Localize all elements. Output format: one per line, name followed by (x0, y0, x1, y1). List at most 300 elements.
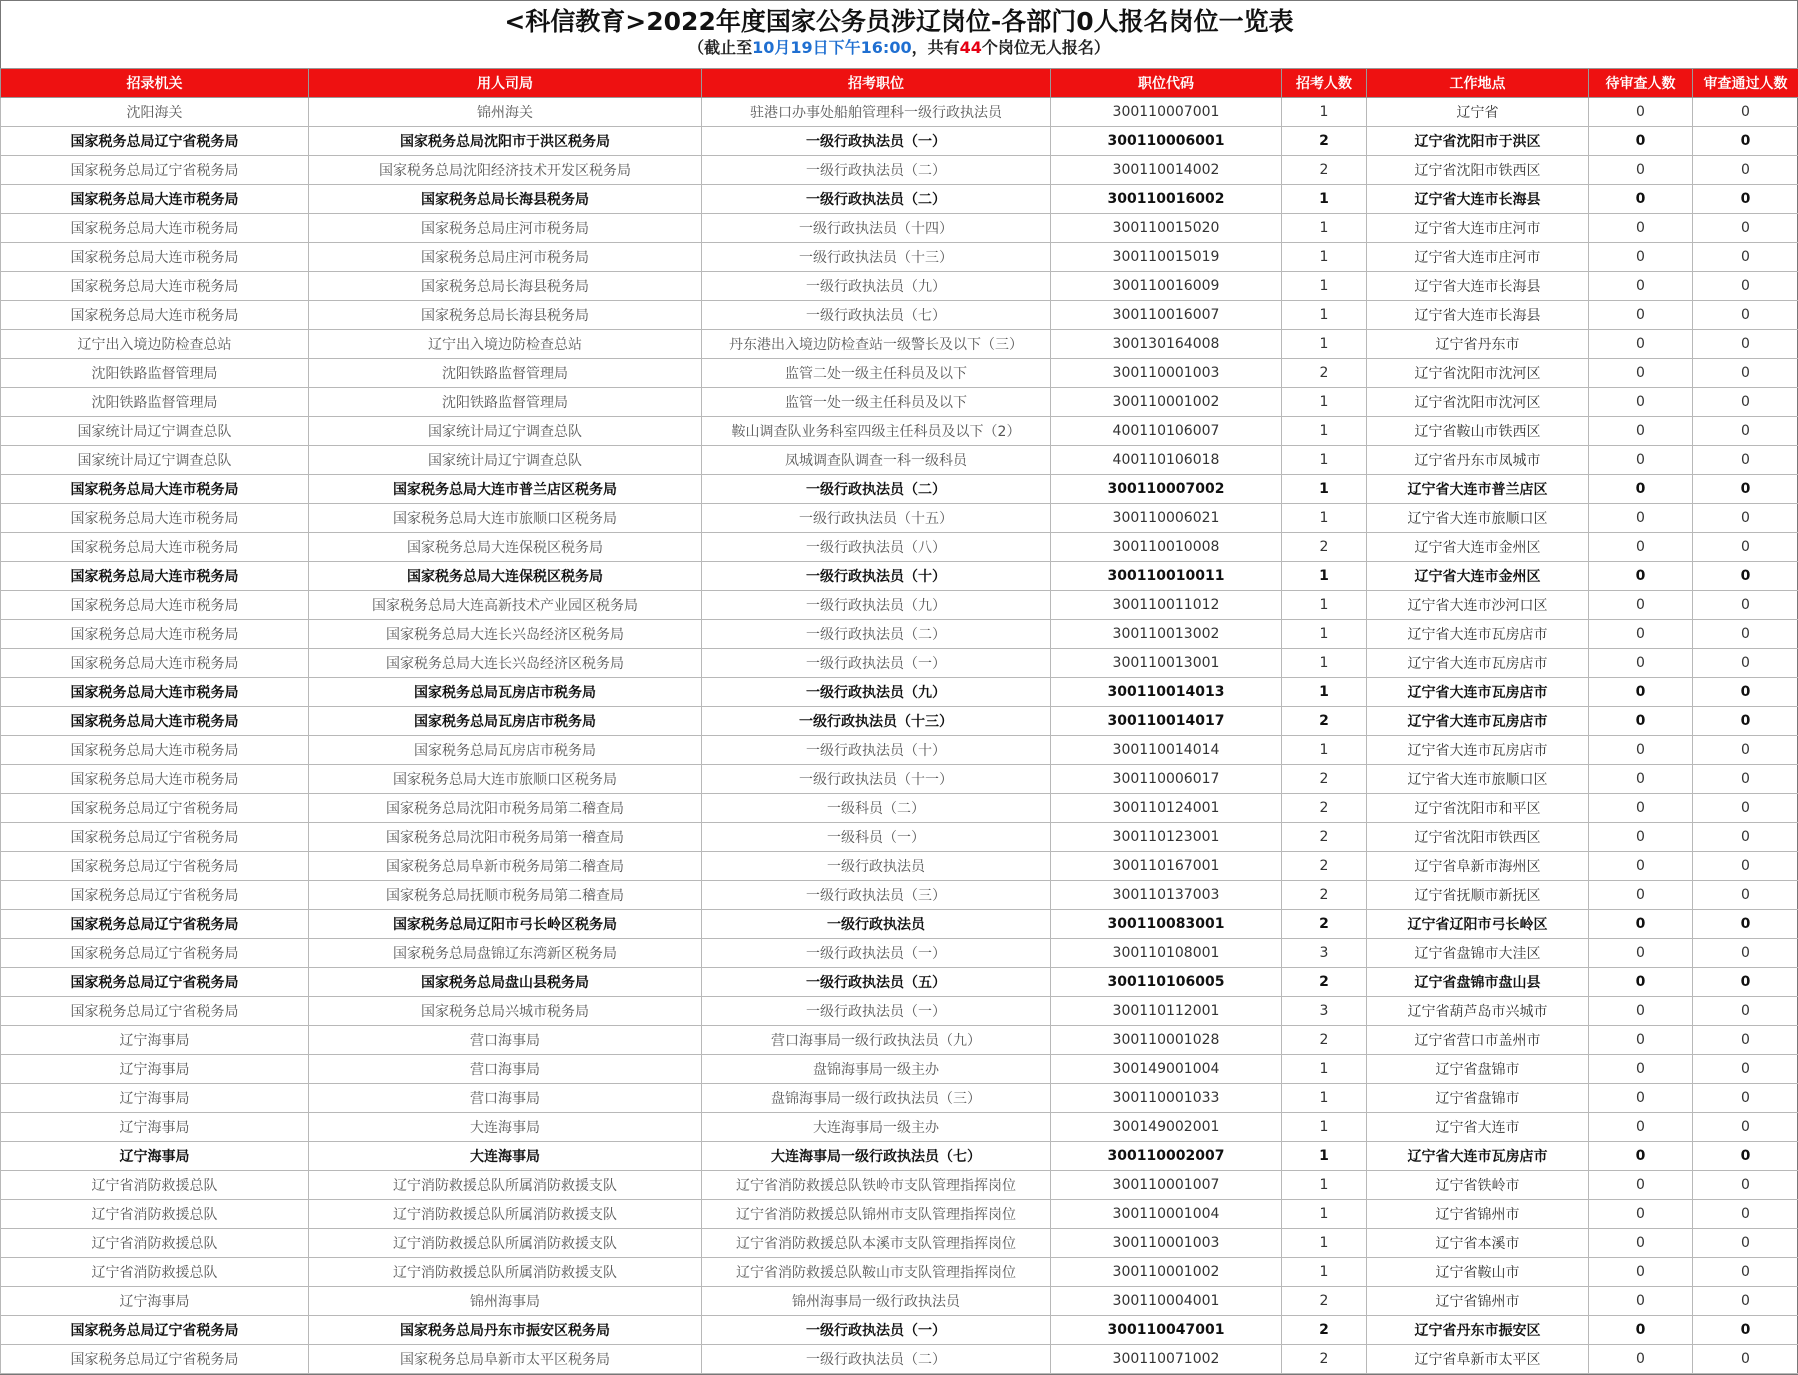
cell-recruiting-agency: 国家税务总局大连市税务局 (1, 678, 309, 707)
cell-pending-review: 0 (1589, 910, 1693, 939)
cell-position: 辽宁省消防救援总队铁岭市支队管理指挥岗位 (702, 1171, 1051, 1200)
cell-position-code: 300130164008 (1051, 330, 1282, 359)
subtitle-close: 个岗位无人报名） (981, 38, 1110, 57)
cell-location: 辽宁省阜新市太平区 (1367, 1345, 1589, 1374)
table-row (1, 475, 1798, 504)
cell-position-code: 300110015020 (1051, 214, 1282, 243)
cell-pending-review: 0 (1589, 127, 1693, 156)
cell-approved: 0 (1693, 388, 1798, 417)
cell-approved: 0 (1693, 620, 1798, 649)
table-row (1, 1084, 1798, 1113)
cell-headcount: 2 (1282, 852, 1367, 881)
cell-position-code: 300110006021 (1051, 504, 1282, 533)
table-row (1, 910, 1798, 939)
table-row (1, 1200, 1798, 1229)
cell-pending-review: 0 (1589, 98, 1693, 127)
table-row (1, 1258, 1798, 1287)
cell-recruiting-agency: 国家税务总局大连市税务局 (1, 185, 309, 214)
cell-approved: 0 (1693, 678, 1798, 707)
cell-pending-review: 0 (1589, 1258, 1693, 1287)
cell-hiring-bureau: 国家税务总局长海县税务局 (309, 185, 702, 214)
cell-headcount: 1 (1282, 649, 1367, 678)
cell-approved: 0 (1693, 446, 1798, 475)
cell-recruiting-agency: 辽宁海事局 (1, 1113, 309, 1142)
table-row (1, 417, 1798, 446)
cell-location: 辽宁省沈阳市和平区 (1367, 794, 1589, 823)
cell-pending-review: 0 (1589, 359, 1693, 388)
cell-headcount: 1 (1282, 1200, 1367, 1229)
cell-location: 辽宁省大连市旅顺口区 (1367, 765, 1589, 794)
cell-pending-review: 0 (1589, 330, 1693, 359)
cell-hiring-bureau: 辽宁消防救援总队所属消防救援支队 (309, 1229, 702, 1258)
cell-position-code: 300110010011 (1051, 562, 1282, 591)
cell-position-code: 300110001028 (1051, 1026, 1282, 1055)
cell-hiring-bureau: 辽宁消防救援总队所属消防救援支队 (309, 1258, 702, 1287)
cell-pending-review: 0 (1589, 533, 1693, 562)
cell-pending-review: 0 (1589, 765, 1693, 794)
table-row (1, 301, 1798, 330)
table-row (1, 98, 1798, 127)
cell-headcount: 1 (1282, 1258, 1367, 1287)
cell-location: 辽宁省大连市普兰店区 (1367, 475, 1589, 504)
cell-headcount: 3 (1282, 939, 1367, 968)
table-row (1, 127, 1798, 156)
cell-position: 一级科员（一） (702, 823, 1051, 852)
subtitle-date: 10月19日下午16:00 (752, 38, 912, 57)
cell-hiring-bureau: 国家税务总局庄河市税务局 (309, 214, 702, 243)
cell-recruiting-agency: 国家税务总局辽宁省税务局 (1, 1316, 309, 1345)
cell-recruiting-agency: 国家税务总局辽宁省税务局 (1, 1345, 309, 1374)
table-row (1, 823, 1798, 852)
table-row (1, 388, 1798, 417)
cell-position-code: 300110108001 (1051, 939, 1282, 968)
cell-position: 大连海事局一级行政执法员（七） (702, 1142, 1051, 1171)
cell-headcount: 1 (1282, 272, 1367, 301)
cell-position: 一级行政执法员（一） (702, 127, 1051, 156)
cell-location: 辽宁省大连市瓦房店市 (1367, 649, 1589, 678)
cell-hiring-bureau: 国家税务总局大连市普兰店区税务局 (309, 475, 702, 504)
table-row (1, 214, 1798, 243)
cell-position: 锦州海事局一级行政执法员 (702, 1287, 1051, 1316)
cell-location: 辽宁省大连市旅顺口区 (1367, 504, 1589, 533)
cell-position-code: 300110014014 (1051, 736, 1282, 765)
cell-position: 盘锦海事局一级主办 (702, 1055, 1051, 1084)
cell-hiring-bureau: 国家税务总局沈阳市税务局第一稽查局 (309, 823, 702, 852)
cell-headcount: 1 (1282, 678, 1367, 707)
cell-position: 一级行政执法员（九） (702, 678, 1051, 707)
col-header-headcount: 招考人数 (1282, 69, 1367, 98)
cell-location: 辽宁省营口市盖州市 (1367, 1026, 1589, 1055)
cell-recruiting-agency: 沈阳铁路监督管理局 (1, 359, 309, 388)
table-row (1, 243, 1798, 272)
cell-location: 辽宁省沈阳市铁西区 (1367, 823, 1589, 852)
cell-approved: 0 (1693, 1316, 1798, 1345)
cell-pending-review: 0 (1589, 1142, 1693, 1171)
cell-approved: 0 (1693, 765, 1798, 794)
cell-recruiting-agency: 辽宁省消防救援总队 (1, 1171, 309, 1200)
cell-location: 辽宁省锦州市 (1367, 1287, 1589, 1316)
cell-approved: 0 (1693, 736, 1798, 765)
table-row (1, 1142, 1798, 1171)
cell-position: 一级行政执法员（十一） (702, 765, 1051, 794)
cell-position-code: 300110001007 (1051, 1171, 1282, 1200)
cell-hiring-bureau: 营口海事局 (309, 1055, 702, 1084)
cell-approved: 0 (1693, 1258, 1798, 1287)
cell-location: 辽宁省鞍山市 (1367, 1258, 1589, 1287)
cell-headcount: 2 (1282, 968, 1367, 997)
cell-pending-review: 0 (1589, 388, 1693, 417)
cell-headcount: 1 (1282, 736, 1367, 765)
cell-location: 辽宁省大连市瓦房店市 (1367, 707, 1589, 736)
cell-position-code: 400110106018 (1051, 446, 1282, 475)
cell-recruiting-agency: 国家税务总局大连市税务局 (1, 562, 309, 591)
cell-hiring-bureau: 国家统计局辽宁调查总队 (309, 417, 702, 446)
cell-location: 辽宁省大连市瓦房店市 (1367, 736, 1589, 765)
cell-position: 一级行政执法员（三） (702, 881, 1051, 910)
cell-position-code: 300110001004 (1051, 1200, 1282, 1229)
cell-position: 一级行政执法员（五） (702, 968, 1051, 997)
cell-location: 辽宁省大连市 (1367, 1113, 1589, 1142)
page-subtitle (1, 37, 1797, 59)
cell-position-code: 300110123001 (1051, 823, 1282, 852)
cell-pending-review: 0 (1589, 1316, 1693, 1345)
cell-headcount: 1 (1282, 562, 1367, 591)
page-title (1, 1, 1797, 37)
cell-approved: 0 (1693, 997, 1798, 1026)
cell-hiring-bureau: 国家税务总局兴城市税务局 (309, 997, 702, 1026)
cell-position-code: 300110124001 (1051, 794, 1282, 823)
cell-approved: 0 (1693, 98, 1798, 127)
cell-recruiting-agency: 国家税务总局辽宁省税务局 (1, 881, 309, 910)
cell-position: 一级行政执法员 (702, 910, 1051, 939)
table-row (1, 330, 1798, 359)
table-row (1, 707, 1798, 736)
cell-headcount: 2 (1282, 794, 1367, 823)
cell-position-code: 300110002007 (1051, 1142, 1282, 1171)
cell-position: 一级行政执法员 (702, 852, 1051, 881)
cell-approved: 0 (1693, 504, 1798, 533)
cell-recruiting-agency: 辽宁海事局 (1, 1084, 309, 1113)
cell-headcount: 1 (1282, 1229, 1367, 1258)
cell-pending-review: 0 (1589, 736, 1693, 765)
cell-position-code: 300110016007 (1051, 301, 1282, 330)
cell-pending-review: 0 (1589, 272, 1693, 301)
cell-pending-review: 0 (1589, 301, 1693, 330)
cell-hiring-bureau: 辽宁消防救援总队所属消防救援支队 (309, 1171, 702, 1200)
cell-position-code: 300110016002 (1051, 185, 1282, 214)
cell-hiring-bureau: 国家税务总局沈阳市税务局第二稽查局 (309, 794, 702, 823)
cell-headcount: 2 (1282, 1287, 1367, 1316)
cell-location: 辽宁省丹东市 (1367, 330, 1589, 359)
cell-position: 一级行政执法员（二） (702, 185, 1051, 214)
cell-approved: 0 (1693, 1171, 1798, 1200)
table-row (1, 156, 1798, 185)
cell-recruiting-agency: 国家税务总局辽宁省税务局 (1, 939, 309, 968)
cell-position-code: 300110047001 (1051, 1316, 1282, 1345)
cell-pending-review: 0 (1589, 1084, 1693, 1113)
cell-pending-review: 0 (1589, 446, 1693, 475)
cell-position-code: 300110015019 (1051, 243, 1282, 272)
cell-headcount: 2 (1282, 156, 1367, 185)
cell-position: 一级科员（二） (702, 794, 1051, 823)
cell-location: 辽宁省大连市庄河市 (1367, 243, 1589, 272)
table-row (1, 620, 1798, 649)
cell-location: 辽宁省本溪市 (1367, 1229, 1589, 1258)
cell-position-code: 300110001002 (1051, 388, 1282, 417)
cell-approved: 0 (1693, 272, 1798, 301)
cell-pending-review: 0 (1589, 852, 1693, 881)
cell-hiring-bureau: 国家税务总局大连长兴岛经济区税务局 (309, 649, 702, 678)
cell-approved: 0 (1693, 562, 1798, 591)
col-header-approved: 审查通过人数 (1693, 69, 1798, 98)
cell-approved: 0 (1693, 794, 1798, 823)
cell-recruiting-agency: 国家税务总局辽宁省税务局 (1, 852, 309, 881)
cell-pending-review: 0 (1589, 214, 1693, 243)
cell-position-code: 300110001002 (1051, 1258, 1282, 1287)
cell-location: 辽宁省鞍山市铁西区 (1367, 417, 1589, 446)
cell-position: 大连海事局一级主办 (702, 1113, 1051, 1142)
table-row (1, 649, 1798, 678)
cell-headcount: 2 (1282, 823, 1367, 852)
cell-approved: 0 (1693, 968, 1798, 997)
cell-position-code: 300110083001 (1051, 910, 1282, 939)
table-row (1, 1055, 1798, 1084)
cell-position: 盘锦海事局一级行政执法员（三） (702, 1084, 1051, 1113)
cell-recruiting-agency: 国家税务总局大连市税务局 (1, 301, 309, 330)
cell-hiring-bureau: 大连海事局 (309, 1113, 702, 1142)
cell-recruiting-agency: 国家税务总局大连市税务局 (1, 736, 309, 765)
cell-approved: 0 (1693, 910, 1798, 939)
cell-hiring-bureau: 国家税务总局抚顺市税务局第二稽查局 (309, 881, 702, 910)
cell-recruiting-agency: 国家统计局辽宁调查总队 (1, 446, 309, 475)
cell-recruiting-agency: 国家税务总局辽宁省税务局 (1, 127, 309, 156)
cell-position: 辽宁省消防救援总队锦州市支队管理指挥岗位 (702, 1200, 1051, 1229)
cell-headcount: 1 (1282, 1142, 1367, 1171)
title-block (1, 1, 1797, 68)
positions-table (0, 68, 1798, 1374)
cell-hiring-bureau: 国家税务总局大连保税区税务局 (309, 533, 702, 562)
cell-hiring-bureau: 国家税务总局瓦房店市税务局 (309, 678, 702, 707)
cell-position: 驻港口办事处船舶管理科一级行政执法员 (702, 98, 1051, 127)
cell-position-code: 300110071002 (1051, 1345, 1282, 1374)
cell-position: 一级行政执法员（十四） (702, 214, 1051, 243)
cell-approved: 0 (1693, 1142, 1798, 1171)
cell-position-code: 300110106005 (1051, 968, 1282, 997)
cell-approved: 0 (1693, 127, 1798, 156)
cell-position: 一级行政执法员（十） (702, 736, 1051, 765)
cell-approved: 0 (1693, 1229, 1798, 1258)
cell-location: 辽宁省大连市庄河市 (1367, 214, 1589, 243)
cell-recruiting-agency: 国家税务总局大连市税务局 (1, 591, 309, 620)
cell-location: 辽宁省大连市金州区 (1367, 562, 1589, 591)
cell-headcount: 1 (1282, 620, 1367, 649)
cell-position-code: 300110014013 (1051, 678, 1282, 707)
cell-position-code: 300149001004 (1051, 1055, 1282, 1084)
cell-location: 辽宁省盘锦市 (1367, 1055, 1589, 1084)
cell-position: 一级行政执法员（二） (702, 156, 1051, 185)
cell-hiring-bureau: 国家税务总局阜新市税务局第二稽查局 (309, 852, 702, 881)
cell-position-code: 300110013001 (1051, 649, 1282, 678)
cell-approved: 0 (1693, 243, 1798, 272)
cell-hiring-bureau: 国家税务总局沈阳经济技术开发区税务局 (309, 156, 702, 185)
cell-pending-review: 0 (1589, 1113, 1693, 1142)
table-row (1, 533, 1798, 562)
cell-headcount: 1 (1282, 1171, 1367, 1200)
cell-location: 辽宁省大连市瓦房店市 (1367, 620, 1589, 649)
cell-recruiting-agency: 国家税务总局辽宁省税务局 (1, 794, 309, 823)
cell-recruiting-agency: 国家税务总局辽宁省税务局 (1, 968, 309, 997)
cell-hiring-bureau: 国家税务总局大连高新技术产业园区税务局 (309, 591, 702, 620)
cell-location: 辽宁省丹东市振安区 (1367, 1316, 1589, 1345)
cell-position: 辽宁省消防救援总队本溪市支队管理指挥岗位 (702, 1229, 1051, 1258)
table-row (1, 359, 1798, 388)
cell-approved: 0 (1693, 156, 1798, 185)
cell-hiring-bureau: 国家统计局辽宁调查总队 (309, 446, 702, 475)
cell-position-code: 400110106007 (1051, 417, 1282, 446)
cell-pending-review: 0 (1589, 156, 1693, 185)
cell-approved: 0 (1693, 1026, 1798, 1055)
cell-pending-review: 0 (1589, 620, 1693, 649)
cell-recruiting-agency: 国家税务总局辽宁省税务局 (1, 997, 309, 1026)
cell-recruiting-agency: 国家统计局辽宁调查总队 (1, 417, 309, 446)
cell-headcount: 1 (1282, 446, 1367, 475)
col-header-pending-review: 待审查人数 (1589, 69, 1693, 98)
cell-pending-review: 0 (1589, 1345, 1693, 1374)
cell-headcount: 1 (1282, 1055, 1367, 1084)
cell-recruiting-agency: 国家税务总局大连市税务局 (1, 620, 309, 649)
cell-approved: 0 (1693, 417, 1798, 446)
cell-position: 一级行政执法员（九） (702, 591, 1051, 620)
cell-hiring-bureau: 沈阳铁路监督管理局 (309, 388, 702, 417)
cell-location: 辽宁省葫芦岛市兴城市 (1367, 997, 1589, 1026)
cell-approved: 0 (1693, 707, 1798, 736)
cell-pending-review: 0 (1589, 1229, 1693, 1258)
cell-position-code: 300110013002 (1051, 620, 1282, 649)
cell-position-code: 300110004001 (1051, 1287, 1282, 1316)
cell-location: 辽宁省盘锦市 (1367, 1084, 1589, 1113)
cell-recruiting-agency: 国家税务总局辽宁省税务局 (1, 910, 309, 939)
cell-recruiting-agency: 国家税务总局大连市税务局 (1, 243, 309, 272)
table-row (1, 939, 1798, 968)
cell-hiring-bureau: 国家税务总局瓦房店市税务局 (309, 707, 702, 736)
cell-approved: 0 (1693, 301, 1798, 330)
cell-position-code: 300110001003 (1051, 359, 1282, 388)
cell-hiring-bureau: 国家税务总局阜新市太平区税务局 (309, 1345, 702, 1374)
cell-approved: 0 (1693, 330, 1798, 359)
cell-headcount: 1 (1282, 1113, 1367, 1142)
cell-hiring-bureau: 国家税务总局丹东市振安区税务局 (309, 1316, 702, 1345)
cell-position: 营口海事局一级行政执法员（九） (702, 1026, 1051, 1055)
cell-location: 辽宁省大连市长海县 (1367, 301, 1589, 330)
cell-location: 辽宁省大连市瓦房店市 (1367, 1142, 1589, 1171)
cell-hiring-bureau: 国家税务总局瓦房店市税务局 (309, 736, 702, 765)
cell-position-code: 300110001033 (1051, 1084, 1282, 1113)
cell-pending-review: 0 (1589, 968, 1693, 997)
cell-position-code: 300110001003 (1051, 1229, 1282, 1258)
cell-headcount: 1 (1282, 475, 1367, 504)
cell-hiring-bureau: 国家税务总局大连市旅顺口区税务局 (309, 504, 702, 533)
table-row (1, 736, 1798, 765)
cell-recruiting-agency: 辽宁出入境边防检查总站 (1, 330, 309, 359)
subtitle-mid: ，共有 (911, 38, 960, 57)
cell-pending-review: 0 (1589, 794, 1693, 823)
cell-location: 辽宁省沈阳市沈河区 (1367, 388, 1589, 417)
cell-pending-review: 0 (1589, 504, 1693, 533)
cell-pending-review: 0 (1589, 1200, 1693, 1229)
col-header-hiring-bureau: 用人司局 (309, 69, 702, 98)
cell-recruiting-agency: 辽宁海事局 (1, 1142, 309, 1171)
cell-position: 一级行政执法员（七） (702, 301, 1051, 330)
cell-pending-review: 0 (1589, 243, 1693, 272)
cell-position: 一级行政执法员（一） (702, 649, 1051, 678)
cell-pending-review: 0 (1589, 562, 1693, 591)
cell-approved: 0 (1693, 1287, 1798, 1316)
cell-location: 辽宁省大连市瓦房店市 (1367, 678, 1589, 707)
cell-pending-review: 0 (1589, 185, 1693, 214)
cell-headcount: 1 (1282, 214, 1367, 243)
cell-pending-review: 0 (1589, 997, 1693, 1026)
cell-position-code: 300110006017 (1051, 765, 1282, 794)
table-row (1, 968, 1798, 997)
cell-location: 辽宁省盘锦市盘山县 (1367, 968, 1589, 997)
cell-approved: 0 (1693, 533, 1798, 562)
cell-position-code: 300110167001 (1051, 852, 1282, 881)
cell-approved: 0 (1693, 649, 1798, 678)
cell-approved: 0 (1693, 214, 1798, 243)
cell-hiring-bureau: 国家税务总局长海县税务局 (309, 301, 702, 330)
cell-headcount: 1 (1282, 417, 1367, 446)
cell-pending-review: 0 (1589, 1287, 1693, 1316)
cell-pending-review: 0 (1589, 678, 1693, 707)
col-header-location: 工作地点 (1367, 69, 1589, 98)
cell-position: 丹东港出入境边防检查站一级警长及以下（三） (702, 330, 1051, 359)
subtitle-open: （截止至 (688, 38, 753, 57)
cell-approved: 0 (1693, 1345, 1798, 1374)
cell-headcount: 1 (1282, 388, 1367, 417)
cell-hiring-bureau: 锦州海事局 (309, 1287, 702, 1316)
cell-recruiting-agency: 国家税务总局大连市税务局 (1, 765, 309, 794)
cell-pending-review: 0 (1589, 823, 1693, 852)
cell-recruiting-agency: 国家税务总局大连市税务局 (1, 214, 309, 243)
cell-position-code: 300110014002 (1051, 156, 1282, 185)
cell-hiring-bureau: 营口海事局 (309, 1026, 702, 1055)
cell-location: 辽宁省大连市沙河口区 (1367, 591, 1589, 620)
title-prefix: <科信教育> (504, 7, 647, 36)
cell-position: 一级行政执法员（十三） (702, 243, 1051, 272)
cell-pending-review: 0 (1589, 475, 1693, 504)
cell-location: 辽宁省大连市长海县 (1367, 272, 1589, 301)
table-row (1, 1113, 1798, 1142)
cell-hiring-bureau: 国家税务总局辽阳市弓长岭区税务局 (309, 910, 702, 939)
cell-recruiting-agency: 辽宁海事局 (1, 1287, 309, 1316)
table-row (1, 997, 1798, 1026)
cell-position: 一级行政执法员（二） (702, 1345, 1051, 1374)
cell-position-code: 300110137003 (1051, 881, 1282, 910)
cell-position: 一级行政执法员（二） (702, 475, 1051, 504)
cell-hiring-bureau: 国家税务总局盘山县税务局 (309, 968, 702, 997)
cell-position-code: 300149002001 (1051, 1113, 1282, 1142)
cell-headcount: 1 (1282, 591, 1367, 620)
col-header-recruiting-agency: 招录机关 (1, 69, 309, 98)
cell-pending-review: 0 (1589, 939, 1693, 968)
cell-position: 凤城调查队调查一科一级科员 (702, 446, 1051, 475)
cell-pending-review: 0 (1589, 1026, 1693, 1055)
cell-location: 辽宁省盘锦市大洼区 (1367, 939, 1589, 968)
table-row (1, 185, 1798, 214)
table-row (1, 1345, 1798, 1374)
cell-hiring-bureau: 营口海事局 (309, 1084, 702, 1113)
cell-location: 辽宁省 (1367, 98, 1589, 127)
